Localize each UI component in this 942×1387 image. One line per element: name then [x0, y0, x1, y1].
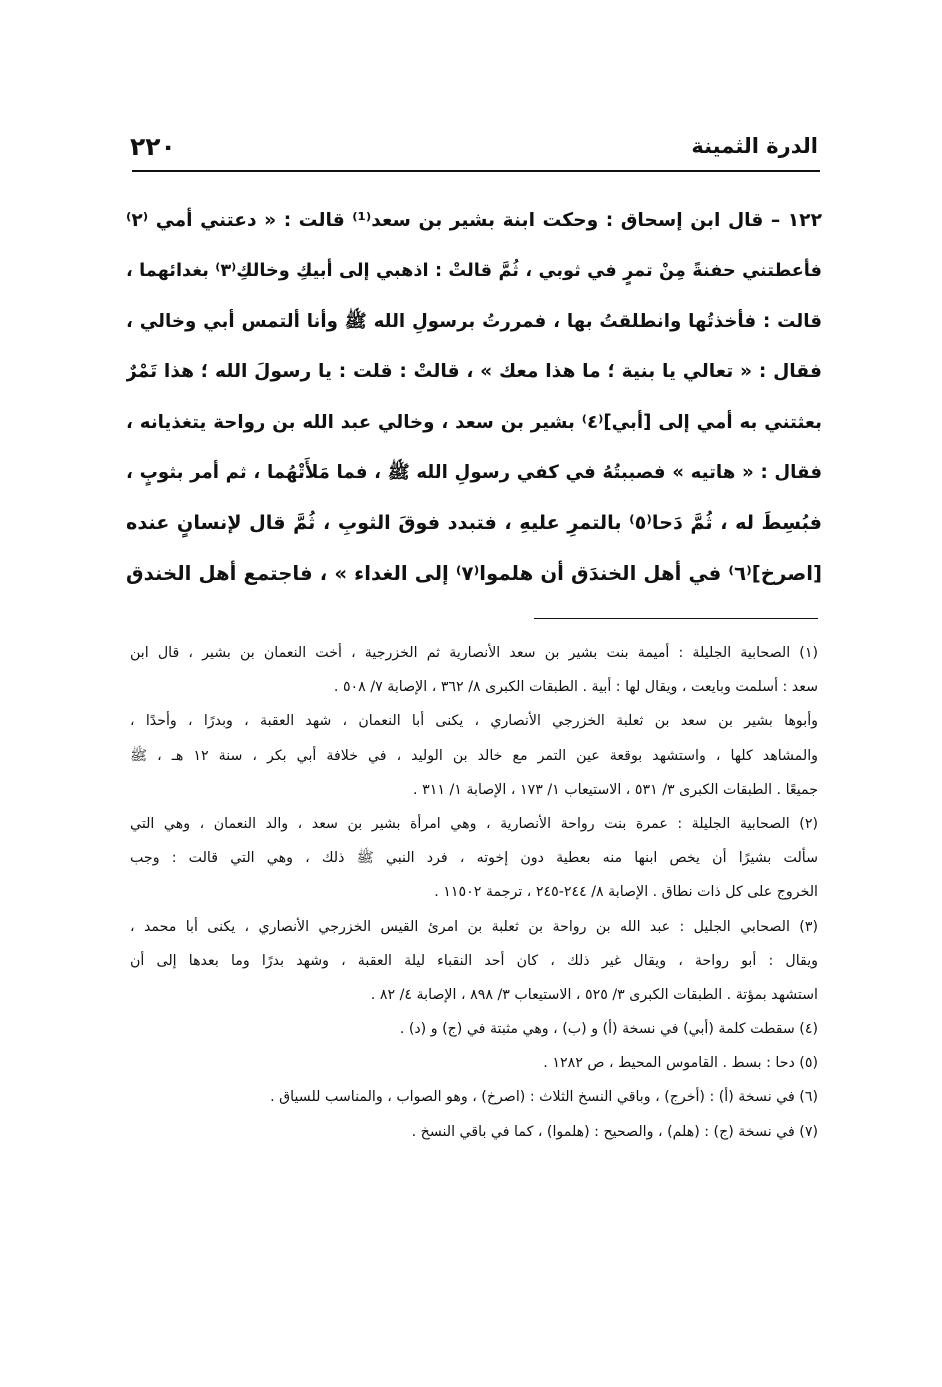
text-line: فأعطتني حفنةً مِنْ تمرٍ في ثوبي ، ثُمَّ قالتْ : اذهبي إلى أبيكِ وخالكِ⁽٣⁾ بغدائهما ، — [126, 261, 822, 282]
footnote-line: استشهد بمؤتة . الطبقات الكبرى ٣/ ٥٢٥ ، الاستيعاب ٣/ ٨٩٨ ، الإصابة ٤/ ٨٢ . — [370, 986, 818, 1003]
page-header — [130, 128, 818, 168]
text-line: فبُسِطَ له ، ثُمَّ دَحا⁽٥⁾ بالتمرِ عليهِ ، فتبدد فوقَ الثوبِ ، ثُمَّ قال لإنسانٍ عنده — [126, 511, 822, 535]
footnote-separator — [534, 618, 818, 619]
text-line: فقال : « تعالي يا بنية ؛ ما هذا معك » ، قالتْ : قلت : يا رسولَ الله ؛ هذا تَمْرٌ — [126, 361, 822, 383]
text-line: قالت : فأخذتُها وانطلقتُ بها ، فمررتُ برسولِ الله ﷺ وأنا ألتمس أبي وخالي ، — [126, 310, 822, 332]
footnote-line: والمشاهد كلها ، واستشهد بوقعة عين التمر مع خالد بن الوليد ، في خلافة أبي بكر ، سنة ١٢ هـ ، ﷺ — [130, 747, 818, 764]
footnote-line: ويقال : أبو رواحة ، ويقال غير ذلك ، كان أحد النقباء ليلة العقبة ، وشهد بدرًا وما بعدها إلى أن — [130, 952, 818, 969]
footnote-line: سعد : أسلمت وبايعت ، ويقال لها : أبية . الطبقات الكبرى ٨/ ٣٦٢ ، الإصابة ٧/ ٥٠٨ . — [333, 679, 818, 696]
footnote-line: (٦) في نسخة (أ) : (أخرج) ، وباقي النسخ الثلاث : (اصرخ) ، وهو الصواب ، والمناسب للسياق . — [270, 1089, 818, 1106]
footnote-line: (١) الصحابية الجليلة : أميمة بنت بشير بن سعد الأنصارية ثم الخزرجية ، أخت النعمان بن بشير ، قال ابن — [130, 645, 818, 661]
footnotes — [130, 636, 818, 1149]
footnote-line: (٣) الصحابي الجليل : عبد الله بن رواحة بن ثعلبة بن امرئ القيس الخزرجي الأنصاري ، يكنى أبا محمد ، — [130, 918, 818, 935]
footnote-line: الخروج على كل ذات نطاق . الإصابة ٨/ ٢٤٤-٢٤٥ ، ترجمة ١١٥٠٢ . — [434, 884, 818, 901]
footnote-line: جميعًا . الطبقات الكبرى ٣/ ٥٣١ ، الاستيعاب ١/ ١٧٣ ، الإصابة ١/ ٣١١ . — [413, 781, 818, 798]
footnote-line: (٢) الصحابية الجليلة : عمرة بنت رواحة الأنصارية ، وهي امرأة بشير بن سعد ، والد النعمان ، وهي التي — [130, 815, 818, 832]
text-line: بعثتني به أمي إلى [أبي]⁽٤⁾ بشير بن سعد ، وخالي عبد الله بن رواحة يتغذيانه ، — [126, 411, 822, 433]
footnote-line: (٤) سقطت كلمة (أبي) في نسخة (أ) و (ب) ، وهي مثبتة في (ج) و (د) . — [399, 1021, 818, 1038]
footnote-line: وأبوها بشير بن سعد بن ثعلبة الخزرجي الأنصاري ، يكنى أبا النعمان ، شهد العقبة ، وبدرًا ، وأحدًا ، — [130, 713, 818, 730]
book-title: الدرة الثمينة — [691, 134, 818, 158]
footnote-line: (٥) دحا : بسط . القاموس المحيط ، ص ١٢٨٢ . — [543, 1055, 818, 1072]
footnote-line: سألت بشيرًا أن يخص ابنها منه بعطية دون إخوته ، فرد النبي ﷺ ذلك ، وهي التي قالت : وجب — [130, 850, 818, 867]
footnote-line: (٧) في نسخة (ج) : (هلم) ، والصحيح : (هلموا) ، كما في باقي النسخ . — [411, 1123, 818, 1140]
text-line: فقال : « هاتيه » فصببتُهُ في كفي رسولِ الله ﷺ ، فما مَلأَتْهُما ، ثم أمر بثوبٍ ، — [126, 461, 822, 483]
page-number: ٢٢٠ — [130, 132, 176, 161]
text-line: [اصرخ]⁽٦⁾ في أهل الخندَق أن هلموا⁽٧⁾ إلى الغداء » ، فاجتمع أهل الخندق — [126, 561, 822, 585]
text-line: ١٢٢ – قال ابن إسحاق : وحكت ابنة بشير بن سعد⁽¹⁾ قالت : « دعتني أمي ⁽٢⁾ — [126, 210, 822, 231]
main-text — [126, 196, 822, 599]
header-divider — [132, 170, 820, 172]
